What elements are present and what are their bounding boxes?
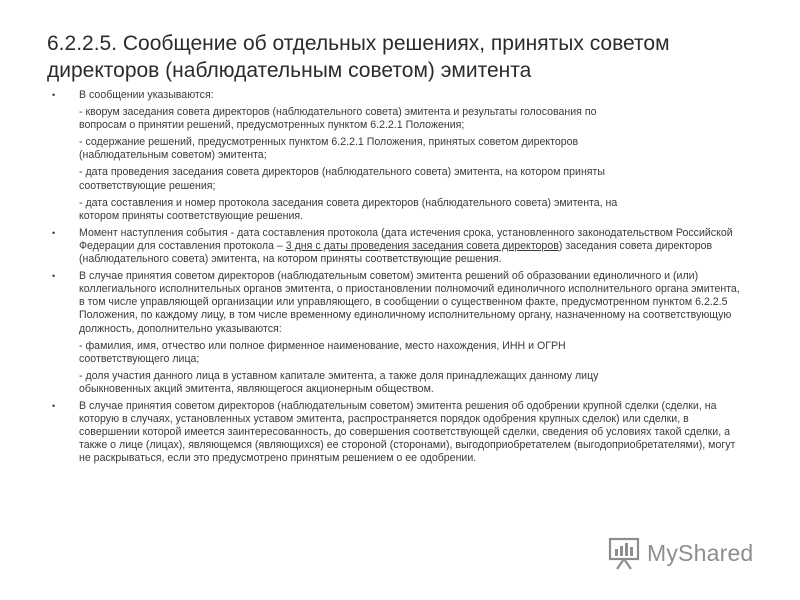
underlined-deadline: 3 дня с даты проведения заседания совета директоров	[285, 239, 559, 252]
bullet-icon: •	[52, 271, 56, 282]
slide-body	[52, 89, 742, 469]
bullet-text: В случае принятия советом директоров (наблюдательным советом) эмитента решения об одобрении крупной сделки (сделки, на которую в случаях, установленных уставом эмитента, распространяется порядок одобрения крупных сделок) или сделки, в совершении которой имеется заинтересованность, до совершения соответствующей сделки, сведения об условиях такой сделки, а также о лице (лицах), являющемся (являющихся) ее стороной (сторонами), выгодоприобретателем (выгодоприобретателями), могут не раскрываться, если это предусмотрено принятым решением о ее одобрении.	[79, 399, 736, 465]
bullet-text	[79, 227, 742, 266]
bullet-text-post: ) заседания совета директоров (наблюдательного совета) эмитента, на котором приняты соответствующие решения.	[79, 239, 713, 266]
sub-item: - содержание решений, предусмотренных пунктом 6.2.2.1 Положения, принятых советом директоров (наблюдательным советом) эмитента;	[79, 136, 579, 162]
bullet-icon: •	[52, 227, 56, 238]
bullet-text: В сообщении указываются:	[79, 89, 214, 101]
sub-item: - фамилия, имя, отчество или полное фирменное наименование, место нахождения, ИНН и ОГРН соответствующего лица;	[79, 339, 566, 365]
bullet-item	[52, 270, 742, 396]
bullet-item	[52, 89, 742, 223]
bullet-icon: •	[52, 400, 56, 411]
sub-item: - дата составления и номер протокола заседания совета директоров (наблюдательного совета) эмитента, на котором приняты соответствующие решения.	[79, 196, 618, 222]
myshared-logo[interactable]	[607, 535, 777, 575]
sub-item: - доля участия данного лица в уставном капитале эмитента, а также доля принадлежащих данному лицу обыкновенных акций эмитента, являющегося акционерным обществом.	[79, 369, 599, 395]
presentation-board-icon	[607, 537, 641, 571]
sub-item: - дата проведения заседания совета директоров (наблюдательного совета) эмитента, на котором приняты соответствующие решения;	[79, 166, 606, 192]
bullet-text-pre: Момент наступления события - дата составления протокола (дата истечения срока, установленного законодательством Российской Федерации для составления протокола –	[79, 226, 733, 252]
bullet-icon: •	[52, 90, 56, 100]
bullet-text: В случае принятия советом директоров (наблюдательным советом) эмитента решений об образовании единоличного и (или) коллегиального исполнительных органов эмитента, о приостановлении полномочий единоличного исполнительного органа эмитента, в том числе управляющей организации или управляющего, в сообщении о существенном факте, предусмотренном пунктом 6.2.2.5 Положения, по каждому лицу, в том числе временному единоличному исполнительному органу, назначенному на соответствующую должность, дополнительно указываются:	[79, 270, 740, 335]
sub-item: - кворум заседания совета директоров (наблюдательного совета) эмитента и результаты голосования по вопросам о принятии решений, предусмотренных пунктом 6.2.2.1 Положения;	[79, 106, 597, 132]
bullet-item	[52, 400, 742, 465]
slide-title: 6.2.2.5. Сообщение об отдельных решениях, принятых советом директоров (наблюдательным советом) эмитента	[47, 32, 670, 82]
logo-text: MyShared	[647, 540, 754, 566]
bullet-item	[52, 227, 742, 266]
